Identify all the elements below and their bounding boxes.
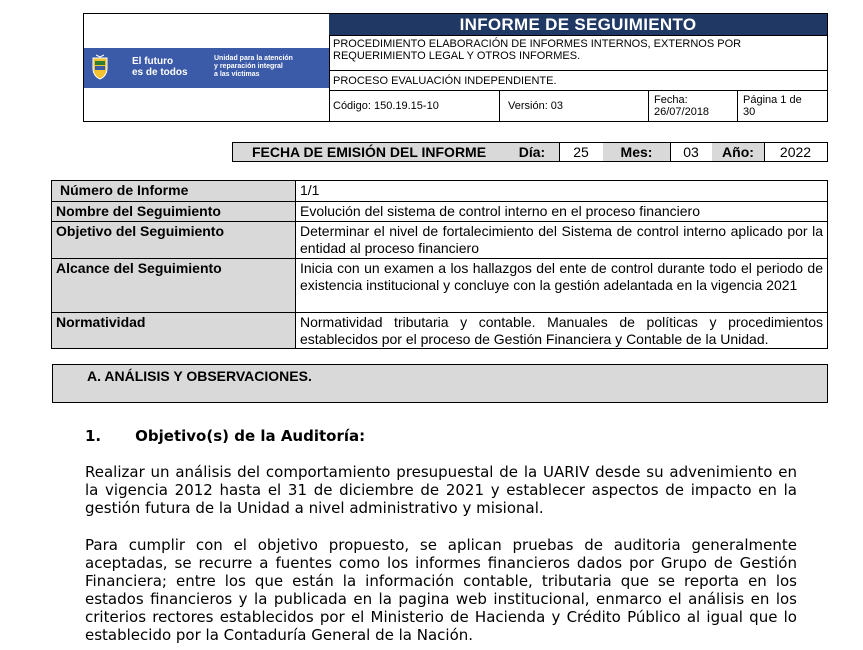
procedure-name: PROCEDIMIENTO ELABORACIÓN DE INFORMES INTERNOS, EXTERNOS POR REQUERIMIENTO LEGAL Y OTROS INFORMES.	[333, 38, 742, 62]
info-value: 1/1	[300, 182, 320, 198]
day-value: 25	[559, 143, 604, 161]
month-value: 03	[670, 143, 713, 161]
section-a-banner	[52, 364, 828, 403]
info-value: Inicia con un examen a los hallazgos del ente de control durante todo el periodo de existencia institucional y concluye con la gestión adelantada en la vigencia 2021	[300, 260, 823, 293]
coat-of-arms-icon	[91, 54, 109, 80]
info-key: Alcance del Seguimiento	[52, 259, 296, 312]
section-heading: 1. Objetivo(s) de la Auditoría:	[85, 427, 366, 445]
document-header	[83, 13, 828, 122]
paragraph: Para cumplir con el objetivo propuesto, se aplican pruebas de auditoria generalmente aceptadas, se recurre a fuentes como los informes financieros dados por Grupo de Gestión Financiera; entre los que están la información contable, tributaria que se reporta en los estados financieros y la publicada en la pagina web institucional, enmarco el análisis en los criterios rectores establecidos por el Ministerio de Hacienda y Crédito Público al igual que lo establecido por la Contaduría General de la Nación.	[85, 536, 797, 644]
slogan: El futuro es de todos	[132, 56, 188, 78]
document-code: Código: 150.19.15-10	[333, 100, 439, 112]
report-info-table	[51, 180, 828, 349]
info-value: Evolución del sistema de control interno en el proceso financiero	[300, 203, 701, 219]
table-row	[52, 222, 827, 259]
year-label: Año:	[712, 143, 765, 161]
info-key: Objetivo del Seguimiento	[52, 222, 296, 258]
month-label: Mes:	[603, 143, 671, 161]
report-title: INFORME DE SEGUIMIENTO	[329, 14, 827, 35]
table-row	[52, 181, 827, 202]
page-number: Página 1 de 30	[743, 94, 802, 118]
info-value: Determinar el nivel de fortalecimiento del Sistema de control interno aplicado por la entidad al proceso financiero	[300, 223, 823, 256]
table-row	[52, 313, 827, 348]
document-version: Versión: 03	[508, 100, 564, 112]
unit-name: Unidad para la atención y reparación integral a las víctimas	[214, 55, 293, 78]
emission-date-label: FECHA DE EMISIÓN DEL INFORME	[233, 143, 506, 161]
day-label: Día:	[505, 143, 560, 161]
info-key: Normatividad	[52, 313, 296, 348]
table-row	[52, 259, 827, 313]
info-key: Número de Informe	[52, 181, 296, 201]
info-value: Normatividad tributaria y contable. Manuales de políticas y procedimientos establecidos por el proceso de Gestión Financiera y Contable de la Unidad.	[300, 314, 823, 347]
document-date: Fecha: 26/07/2018	[654, 94, 710, 118]
info-key: Nombre del Seguimiento	[52, 202, 296, 221]
paragraph: Realizar un análisis del comportamiento presupuestal de la UARIV desde su advenimiento en la vigencia 2012 hasta el 31 de diciembre de 2021 y establecer aspectos de impacto en la gestión futura de la Unidad a nivel administrativo y misional.	[85, 463, 797, 517]
year-value: 2022	[779, 144, 812, 160]
logo-area	[84, 14, 329, 121]
table-row	[52, 202, 827, 222]
section-a-title: A. ANÁLISIS Y OBSERVACIONES.	[87, 368, 312, 384]
institution-logo	[84, 48, 329, 88]
emission-date-row	[232, 142, 828, 162]
process-name: PROCESO EVALUACIÓN INDEPENDIENTE.	[333, 75, 557, 87]
